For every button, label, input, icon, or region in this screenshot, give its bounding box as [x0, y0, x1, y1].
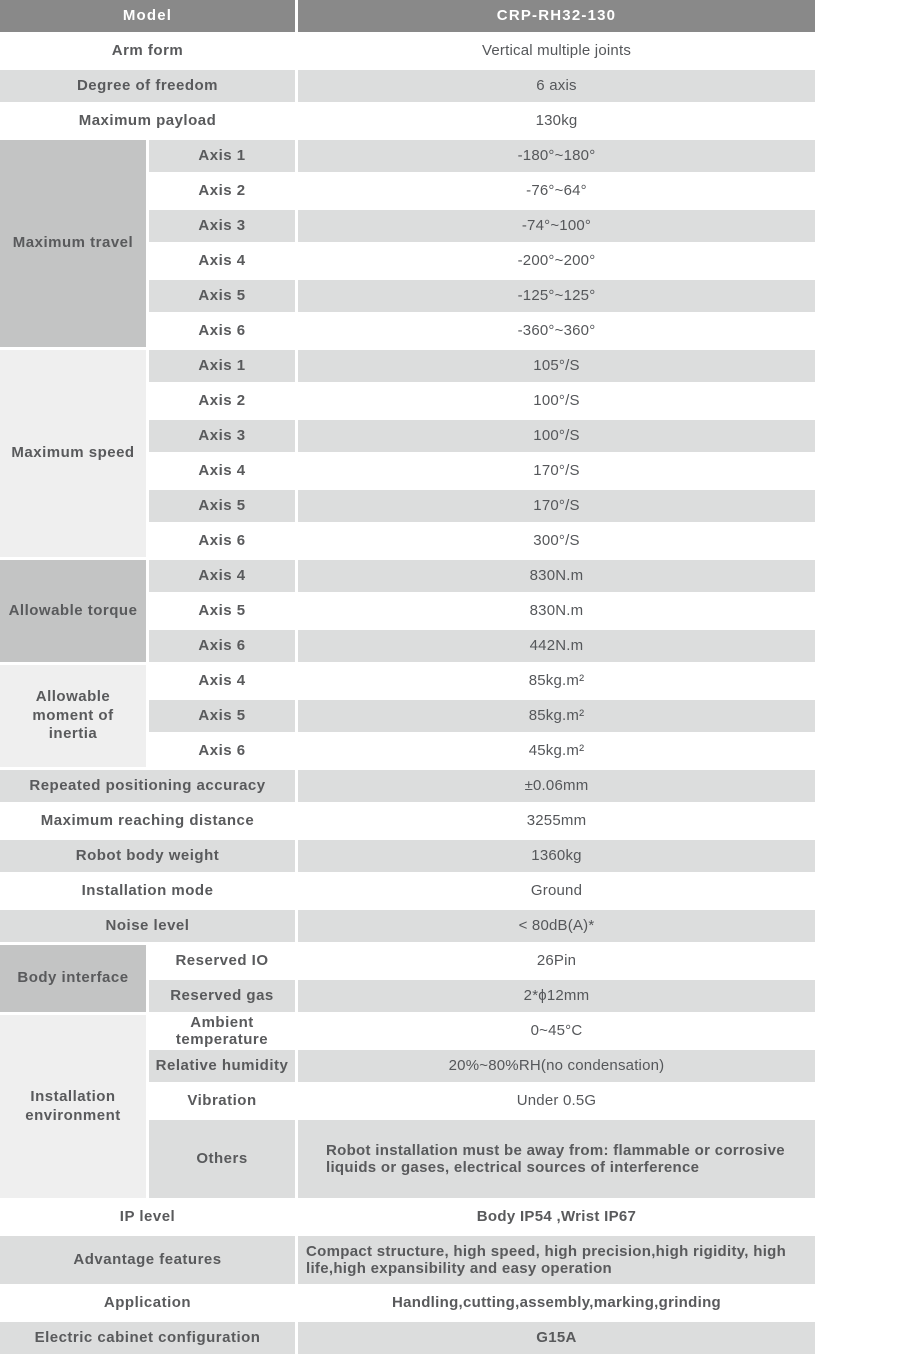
- spec-row: [149, 315, 815, 347]
- axis-value: 170°/S: [298, 455, 815, 487]
- spec-row: [149, 455, 815, 487]
- row-degree-of-freedom: [0, 70, 815, 102]
- maximum-speed-group: [0, 350, 815, 560]
- row-value: G15A: [298, 1322, 815, 1354]
- row-relative-humidity: [149, 1050, 815, 1082]
- axis-value: -125°~125°: [298, 280, 815, 312]
- row-label: Repeated positioning accuracy: [0, 770, 295, 802]
- axis-label: Axis 2: [149, 385, 295, 417]
- row-arm-form: [0, 35, 815, 67]
- row-value: < 80dB(A)*: [298, 910, 815, 942]
- axis-label: Axis 3: [149, 210, 295, 242]
- row-label: IP level: [0, 1201, 295, 1233]
- axis-label: Axis 4: [149, 455, 295, 487]
- spec-row: [149, 210, 815, 242]
- axis-label: Axis 5: [149, 490, 295, 522]
- group-label: Maximum speed: [0, 350, 146, 557]
- axis-label: Axis 4: [149, 245, 295, 277]
- maximum-travel-group: [0, 140, 815, 350]
- row-model: [0, 0, 815, 32]
- spec-row: [149, 490, 815, 522]
- row-label: Noise level: [0, 910, 295, 942]
- row-value: 0~45°C: [298, 1015, 815, 1047]
- row-label: Vibration: [149, 1085, 295, 1117]
- row-label: Reserved IO: [149, 945, 295, 977]
- row-value: 130kg: [298, 105, 815, 137]
- row-repeated-positioning-accuracy: [0, 770, 815, 802]
- spec-row: [149, 245, 815, 277]
- row-value: Compact structure, high speed, high precision,high rigidity, high life,high expansibility and easy operation: [298, 1236, 815, 1284]
- row-noise-level: [0, 910, 815, 942]
- row-value: Under 0.5G: [298, 1085, 815, 1117]
- row-value: Body IP54 ,Wrist IP67: [298, 1201, 815, 1233]
- body-interface-group: [0, 945, 815, 1015]
- axis-label: Axis 1: [149, 140, 295, 172]
- spec-row: [149, 385, 815, 417]
- row-maximum-payload: [0, 105, 815, 137]
- axis-label: Axis 5: [149, 280, 295, 312]
- row-value: 1360kg: [298, 840, 815, 872]
- row-value: Robot installation must be away from: flammable or corrosive liquids or gases, electrical sources of interference: [298, 1120, 815, 1198]
- row-ip-level: [0, 1201, 815, 1233]
- group-label: Allowable moment of inertia: [0, 665, 146, 767]
- axis-value: 830N.m: [298, 560, 815, 592]
- axis-value: 105°/S: [298, 350, 815, 382]
- installation-environment-group: [0, 1015, 815, 1201]
- spec-row: [149, 420, 815, 452]
- row-value: 6 axis: [298, 70, 815, 102]
- row-label: Others: [149, 1120, 295, 1198]
- row-label: Arm form: [0, 35, 295, 67]
- axis-label: Axis 6: [149, 630, 295, 662]
- row-label: Application: [0, 1287, 295, 1319]
- axis-label: Axis 3: [149, 420, 295, 452]
- row-value: Ground: [298, 875, 815, 907]
- row-label: Electric cabinet configuration: [0, 1322, 295, 1354]
- row-value: ±0.06mm: [298, 770, 815, 802]
- row-value: Vertical multiple joints: [298, 35, 815, 67]
- model-value: CRP-RH32-130: [298, 0, 815, 32]
- axis-value: 85kg.m²: [298, 665, 815, 697]
- row-value: Handling,cutting,assembly,marking,grinding: [298, 1287, 815, 1319]
- spec-row: [149, 175, 815, 207]
- spec-row: [149, 350, 815, 382]
- spec-row: [149, 140, 815, 172]
- axis-value: -76°~64°: [298, 175, 815, 207]
- group-label: Maximum travel: [0, 140, 146, 347]
- row-reserved-io: [149, 945, 815, 977]
- axis-value: 830N.m: [298, 595, 815, 627]
- axis-value: 170°/S: [298, 490, 815, 522]
- row-application: [0, 1287, 815, 1319]
- row-robot-body-weight: [0, 840, 815, 872]
- allowable-torque-group: [0, 560, 815, 665]
- row-label: Advantage features: [0, 1236, 295, 1284]
- row-label: Degree of freedom: [0, 70, 295, 102]
- axis-label: Axis 2: [149, 175, 295, 207]
- row-ambient-temperature: [149, 1015, 815, 1047]
- row-vibration: [149, 1085, 815, 1117]
- row-reserved-gas: [149, 980, 815, 1012]
- row-value: 20%~80%RH(no condensation): [298, 1050, 815, 1082]
- spec-row: [149, 595, 815, 627]
- axis-value: 45kg.m²: [298, 735, 815, 767]
- axis-label: Axis 4: [149, 665, 295, 697]
- spec-row: [149, 525, 815, 557]
- axis-label: Axis 5: [149, 595, 295, 627]
- axis-label: Axis 6: [149, 735, 295, 767]
- row-electric-cabinet-configuration: [0, 1322, 815, 1354]
- model-label: Model: [0, 0, 295, 32]
- row-value: 26Pin: [298, 945, 815, 977]
- axis-value: -360°~360°: [298, 315, 815, 347]
- axis-label: Axis 6: [149, 315, 295, 347]
- axis-label: Axis 6: [149, 525, 295, 557]
- row-maximum-reaching-distance: [0, 805, 815, 837]
- spec-row: [149, 700, 815, 732]
- row-label: Maximum payload: [0, 105, 295, 137]
- axis-value: 442N.m: [298, 630, 815, 662]
- row-advantage-features: [0, 1236, 815, 1284]
- group-label: Allowable torque: [0, 560, 146, 662]
- row-label: Installation mode: [0, 875, 295, 907]
- row-value: 2*ϕ12mm: [298, 980, 815, 1012]
- spec-row: [149, 280, 815, 312]
- row-others: [149, 1120, 815, 1198]
- axis-label: Axis 5: [149, 700, 295, 732]
- row-installation-mode: [0, 875, 815, 907]
- axis-value: 100°/S: [298, 385, 815, 417]
- axis-value: 100°/S: [298, 420, 815, 452]
- group-label: Installation environment: [0, 1015, 146, 1198]
- row-label: Maximum reaching distance: [0, 805, 295, 837]
- row-label: Reserved gas: [149, 980, 295, 1012]
- spec-row: [149, 630, 815, 662]
- axis-value: 85kg.m²: [298, 700, 815, 732]
- spec-row: [149, 665, 815, 697]
- axis-value: 300°/S: [298, 525, 815, 557]
- row-label: Relative humidity: [149, 1050, 295, 1082]
- row-label: Robot body weight: [0, 840, 295, 872]
- spec-row: [149, 735, 815, 767]
- axis-label: Axis 4: [149, 560, 295, 592]
- axis-value: -200°~200°: [298, 245, 815, 277]
- group-label: Body interface: [0, 945, 146, 1012]
- axis-label: Axis 1: [149, 350, 295, 382]
- row-label: Ambient temperature: [149, 1015, 295, 1047]
- allowable-inertia-group: [0, 665, 815, 770]
- row-value: 3255mm: [298, 805, 815, 837]
- spec-row: [149, 560, 815, 592]
- axis-value: -74°~100°: [298, 210, 815, 242]
- axis-value: -180°~180°: [298, 140, 815, 172]
